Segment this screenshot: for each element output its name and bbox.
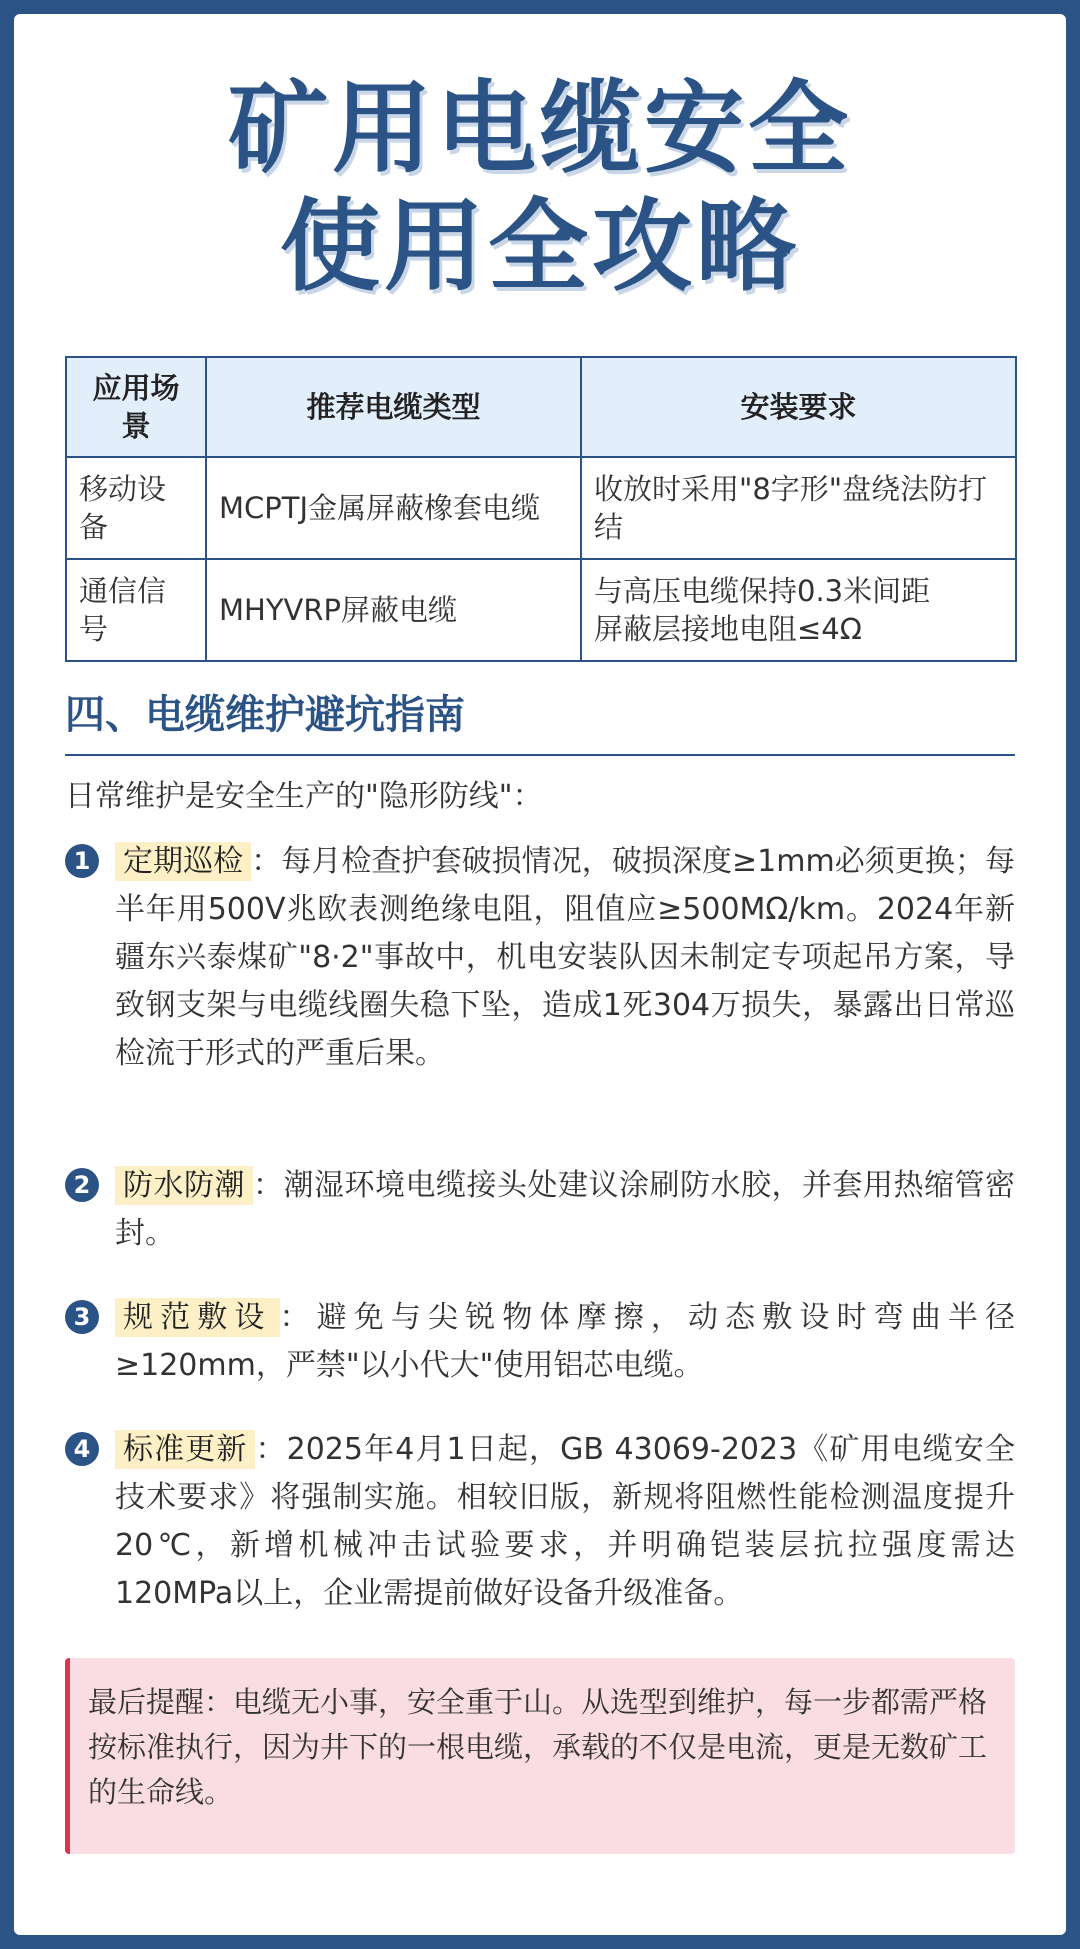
- table-row: [66, 559, 1016, 661]
- requirement-line: 屏蔽层接地电阻≤4Ω: [594, 612, 862, 646]
- section-heading: 四、电缆维护避坑指南: [65, 690, 1015, 756]
- item-text: [115, 1294, 1015, 1390]
- list-item: [65, 1426, 1015, 1618]
- item-tag: 防水防潮: [115, 1166, 253, 1205]
- item-text: [115, 1162, 1015, 1258]
- cell-cable: MCPTJ金属屏蔽橡套电缆: [206, 457, 581, 559]
- cable-table: [65, 356, 1017, 662]
- item-body: ：2025年4月1日起，GB 43069-2023《矿用电缆安全技术要求》将强制实施。相较旧版，新规将阻燃性能检测温度提升20℃，新增机械冲击试验要求，并明确铠装层抗拉强度需达120MPa以上，企业需提前做好设备升级准备。: [115, 1432, 1016, 1611]
- item-tag: 规范敷设: [115, 1298, 280, 1337]
- item-body: ：避免与尖锐物体摩擦，动态敷设时弯曲半径≥120mm，严禁"以小代大"使用铝芯电缆。: [115, 1300, 1016, 1383]
- section-intro: 日常维护是安全生产的"隐形防线"：: [65, 779, 543, 814]
- requirement-line: 收放时采用"8字形"盘绕法防打结: [594, 472, 988, 544]
- final-reminder-box: 最后提醒：电缆无小事，安全重于山。从选型到维护，每一步都需严格按标准执行，因为井下的一根电缆，承载的不仅是电流，更是无数矿工的生命线。: [65, 1658, 1015, 1854]
- page-title: [0, 70, 1080, 306]
- item-text: [115, 1426, 1015, 1618]
- item-text: [115, 838, 1015, 1078]
- table-row: [66, 457, 1016, 559]
- column-header-requirement: 安装要求: [581, 357, 1016, 457]
- list-item: [65, 1162, 1015, 1258]
- number-badge: 4: [65, 1432, 99, 1466]
- item-body: ：潮湿环境电缆接头处建议涂刷防水胶，并套用热缩管密封。: [115, 1168, 1015, 1251]
- list-item: [65, 838, 1015, 1078]
- number-badge: 3: [65, 1300, 99, 1334]
- title-line-1: 矿用电缆安全: [228, 70, 852, 187]
- number-badge: 1: [65, 844, 99, 878]
- column-header-cable: 推荐电缆类型: [206, 357, 581, 457]
- item-body: ：每月检查护套破损情况，破损深度≥1mm必须更换；每半年用500V兆欧表测绝缘电阻，阻值应≥500MΩ/km。2024年新疆东兴泰煤矿"8·2"事故中，机电安装队因未制定专项起吊方案，导致钢支架与电缆线圈失稳下坠，造成1死304万损失，暴露出日常巡检流于形式的严重后果。: [115, 844, 1016, 1071]
- cell-requirement: [581, 559, 1016, 661]
- column-header-scene: 应用场景: [66, 357, 206, 457]
- table-header-row: [66, 357, 1016, 457]
- list-item: [65, 1294, 1015, 1390]
- item-tag: 定期巡检: [115, 842, 251, 881]
- item-tag: 标准更新: [115, 1430, 255, 1469]
- number-badge: 2: [65, 1168, 99, 1202]
- title-line-2: 使用全攻略: [280, 188, 800, 305]
- requirement-line: 与高压电缆保持0.3米间距: [594, 574, 931, 608]
- cell-scene: 通信信号: [66, 559, 206, 661]
- cell-requirement: [581, 457, 1016, 559]
- cell-cable: MHYVRP屏蔽电缆: [206, 559, 581, 661]
- cell-scene: 移动设备: [66, 457, 206, 559]
